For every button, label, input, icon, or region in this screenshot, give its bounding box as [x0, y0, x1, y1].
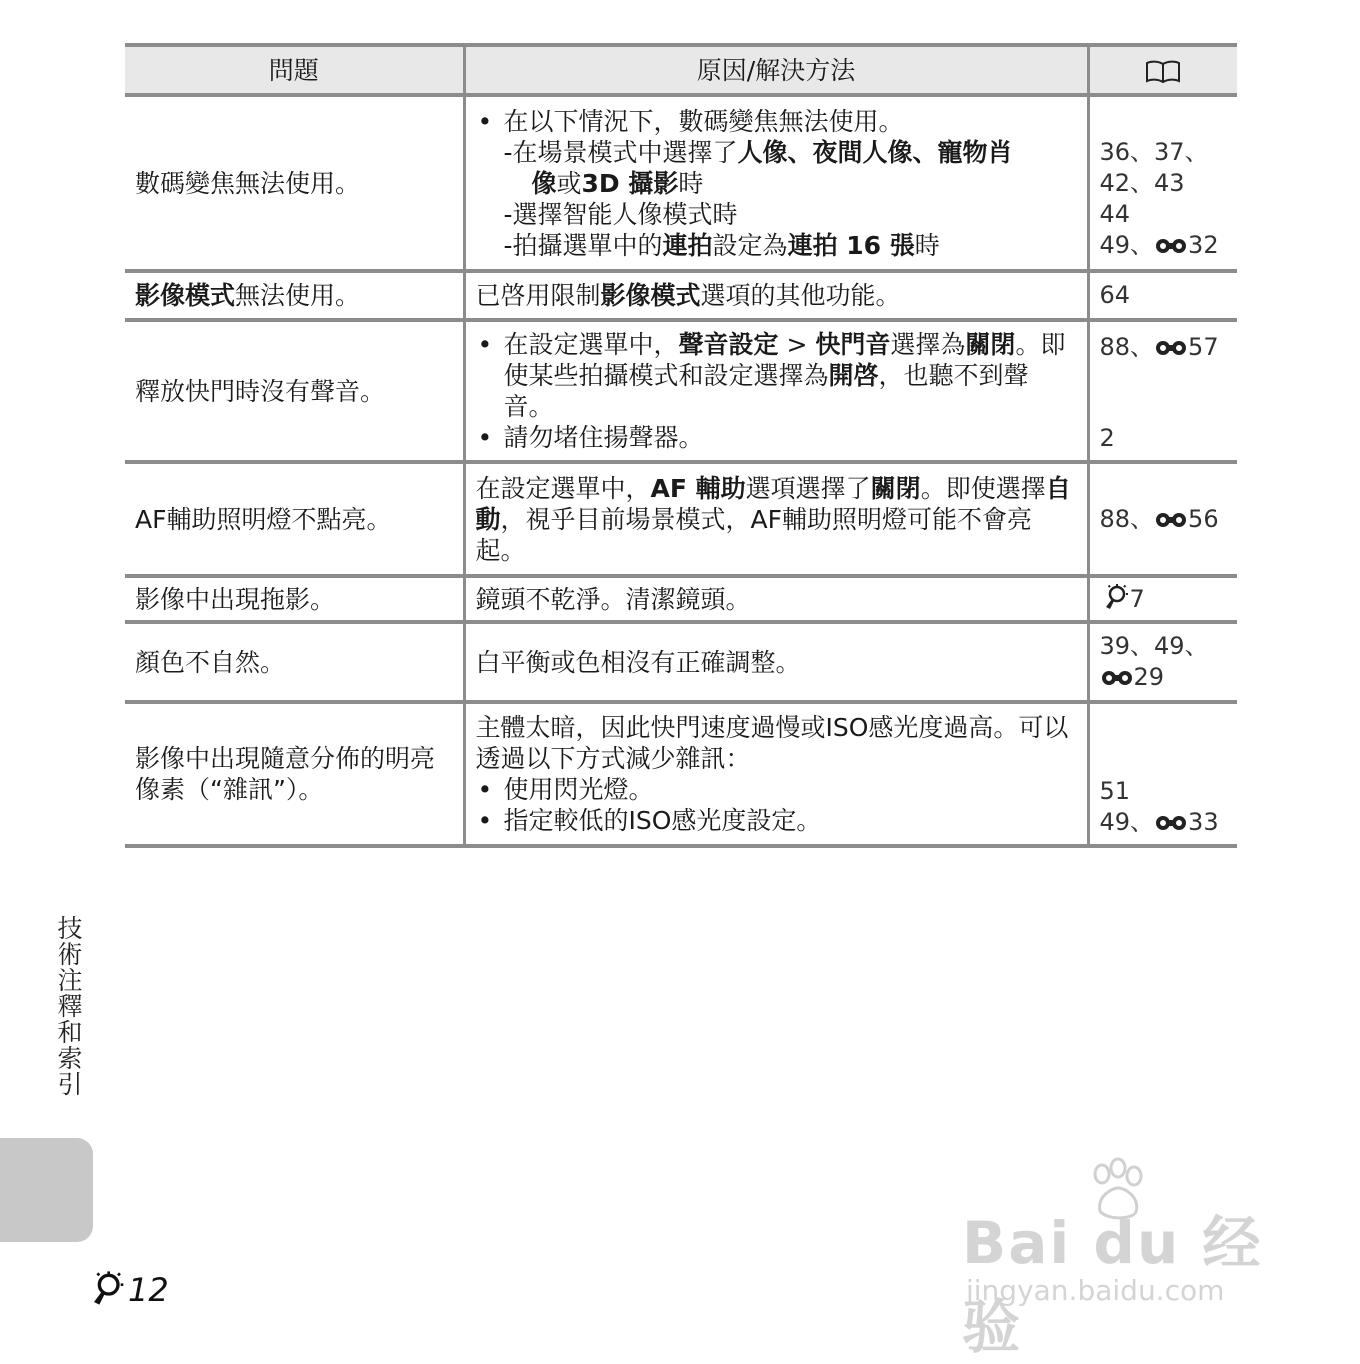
- cause-line: 像或3D 攝影時: [531, 168, 704, 198]
- reference-link-icon: [1154, 813, 1188, 833]
- problem-cell: 影像模式無法使用。: [125, 271, 464, 320]
- table-row: [125, 462, 1237, 576]
- bulb-icon: [86, 1270, 126, 1310]
- header-problem: 問題: [125, 45, 464, 95]
- list-item: • 使用閃光燈。: [476, 774, 1077, 805]
- problem-cell: 釋放快門時沒有聲音。: [125, 320, 464, 462]
- reference-link-icon: [1100, 668, 1134, 688]
- cause-cell: [464, 95, 1088, 271]
- table-row: [125, 95, 1237, 271]
- book-icon: [1144, 59, 1182, 85]
- cause-cell: 白平衡或色相沒有正確調整。: [464, 622, 1088, 702]
- header-cause: 原因/解決方法: [464, 45, 1088, 95]
- bulb-icon: [1100, 583, 1130, 613]
- reference-link-icon: [1154, 236, 1188, 256]
- problem-cell: 影像中出現隨意分佈的明亮像素（“雜訊”）。: [125, 702, 464, 846]
- reference-cell: 51 49、 33: [1088, 702, 1237, 846]
- table-row: [125, 271, 1237, 320]
- reference-cell: 39、49、 29: [1088, 622, 1237, 702]
- problem-cell: 影像中出現拖影。: [125, 576, 464, 622]
- reference-cell: 64: [1088, 271, 1237, 320]
- cause-cell: 已啓用限制影像模式選項的其他功能。: [464, 271, 1088, 320]
- cause-line: -拍攝選單中的連拍設定為連拍 16 張時: [503, 230, 940, 260]
- section-tab: [0, 1138, 93, 1242]
- header-reference: [1088, 45, 1237, 95]
- reference-cell: 88、 56: [1088, 462, 1237, 576]
- reference-cell: 7: [1088, 576, 1237, 622]
- reference-link-icon: [1154, 510, 1188, 530]
- table-row: [125, 576, 1237, 622]
- reference-cell: 88、 57 2: [1088, 320, 1237, 462]
- baidu-watermark: [962, 1156, 1282, 1361]
- cause-line: -選擇智能人像模式時: [503, 199, 738, 229]
- cause-cell: [464, 320, 1088, 462]
- list-item: • 在設定選單中，聲音設定 > 快門音選擇為關閉。即使某些拍攝模式和設定選擇為開啓，也聽不到聲音。: [476, 329, 1077, 422]
- page-number: 12: [86, 1270, 169, 1310]
- watermark-url: jingyan.baidu.com: [966, 1274, 1225, 1307]
- problem-cell: AF輔助照明燈不點亮。: [125, 462, 464, 576]
- list-item: • 指定較低的ISO感光度設定。: [476, 805, 1077, 836]
- watermark-brand: Bai du 经验: [962, 1209, 1263, 1361]
- table-row: [125, 622, 1237, 702]
- section-side-label: 技術注釋和索引: [54, 915, 83, 1097]
- reference-link-icon: [1154, 338, 1188, 358]
- problem-cell: 顏色不自然。: [125, 622, 464, 702]
- table-header-row: [125, 45, 1237, 95]
- cause-cell: 在設定選單中，AF 輔助選項選擇了關閉。即使選擇自動，視乎目前場景模式，AF輔助照明燈可能不會亮起。: [464, 462, 1088, 576]
- troubleshooting-table: [125, 43, 1237, 848]
- list-item: • 請勿堵住揚聲器。: [476, 422, 1077, 453]
- table-row: [125, 320, 1237, 462]
- cause-cell: 主體太暗，因此快門速度過慢或ISO感光度過高。可以透過以下方式減少雜訊： • 使用閃光燈。 • 指定較低的ISO感光度設定。: [464, 702, 1088, 846]
- problem-cell: 數碼變焦無法使用。: [125, 95, 464, 271]
- table-row: [125, 702, 1237, 846]
- cause-line: -在場景模式中選擇了人像、夜間人像、寵物肖: [503, 137, 1013, 167]
- list-item: • 在以下情況下，數碼變焦無法使用。: [476, 106, 1077, 137]
- reference-cell: 36、37、 42、43 44 49、 32: [1088, 95, 1237, 271]
- cause-cell: 鏡頭不乾淨。清潔鏡頭。: [464, 576, 1088, 622]
